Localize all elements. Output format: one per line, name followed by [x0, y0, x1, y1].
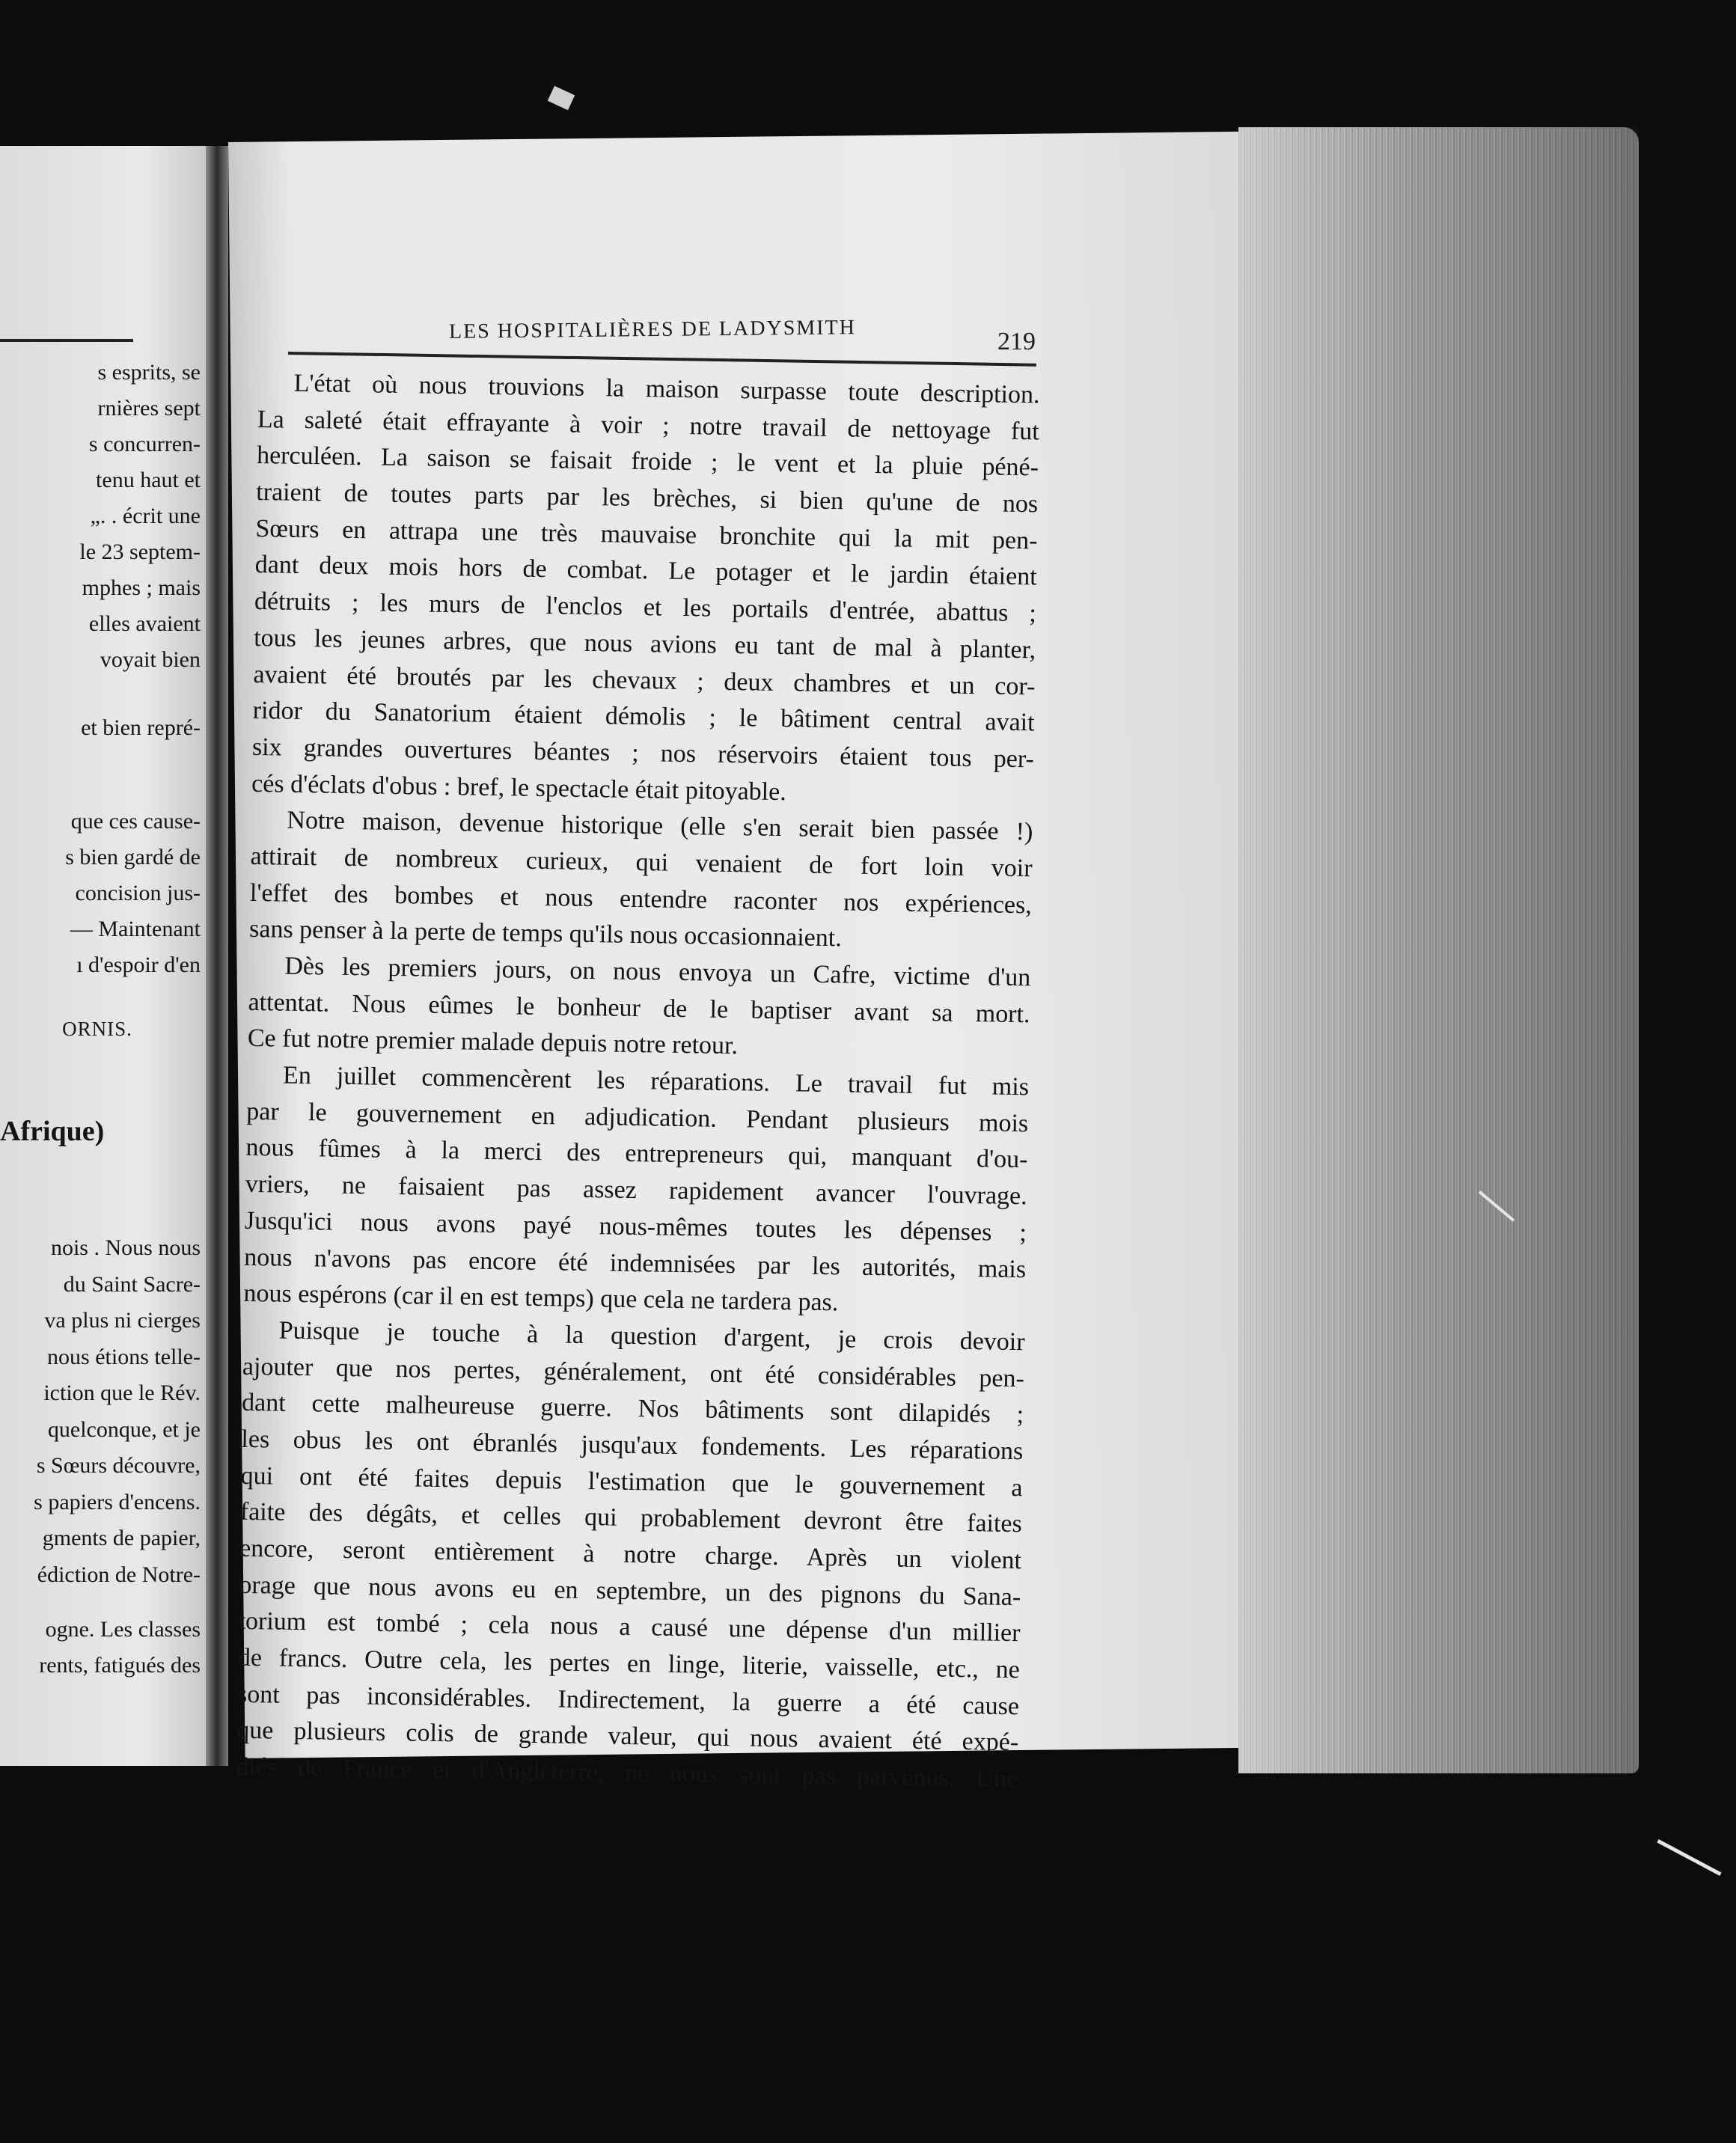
text-line: faite des dégâts, et celles qui probablement devront être faites — [239, 1498, 1023, 1538]
text-line: Dès les premiers jours, on nous envoya un Cafre, victime d'un — [284, 952, 1031, 992]
text-line: dant cette malheureuse guerre. Nos bâtiments sont dilapidés ; — [241, 1389, 1024, 1429]
text-line: ridor du Sanatorium étaient démolis ; le bâtiment central avait — [252, 697, 1035, 737]
left-text-line: nous étions telle- — [47, 1344, 201, 1369]
text-line: La saleté était effrayante à voir ; notre travail de nettoyage fut — [257, 405, 1040, 446]
text-line: ajouter que nos pertes, généralement, ont été considérables pen- — [242, 1352, 1025, 1393]
left-text-line: s Sœurs découvre, — [36, 1453, 201, 1478]
left-text-line: et bien repré- — [81, 715, 201, 740]
text-line: l'effet des bombes et nous entendre raconter nos expériences, — [249, 878, 1033, 919]
text-line: que plusieurs colis de grande valeur, qui nous avaient été expé- — [236, 1716, 1019, 1757]
text-line: de francs. Outre cela, les pertes en linge, literie, vaisselle, etc., ne — [237, 1643, 1021, 1684]
text-line: orage que nous avons eu en septembre, un des pignons du Sana- — [239, 1571, 1021, 1611]
running-head: LES HOSPITALIÈRES DE LADYSMITH — [448, 316, 857, 343]
left-text-line: voyait bien — [100, 647, 201, 672]
signature: ORNIS. — [62, 1018, 132, 1040]
page-edges-shading — [1238, 127, 1639, 1773]
dust-speck — [548, 86, 575, 111]
text-line: sont pas inconsidérables. Indirectement, la guerre a été cause — [236, 1680, 1020, 1720]
page-number: 219 — [997, 328, 1036, 355]
left-text-line: s bien gardé de — [65, 845, 201, 869]
text-line: diés de France et d'Angleterre, ne nous sont pas parvenus. Une — [236, 1752, 1018, 1794]
text-line: En juillet commencèrent les réparations. Le travail fut mis — [282, 1061, 1030, 1101]
text-line: Notre maison, devenue historique (elle s'en serait bien passée !) — [287, 806, 1033, 846]
text-line: les obus les ont ébranlés jusqu'aux fondements. Les réparations — [241, 1425, 1024, 1466]
text-line: Ce fut notre premier malade depuis notre retour. — [247, 1024, 739, 1060]
left-page — [0, 146, 206, 1766]
left-text-line: nois . Nous nous — [50, 1235, 201, 1260]
text-line: herculéen. La saison se faisait froide ; le vent et la pluie péné- — [256, 441, 1039, 482]
text-line: nous n'avons pas encore été indemnisées par les autorités, mais — [243, 1243, 1027, 1283]
text-line: nous fûmes à la merci des entrepreneurs qui, manquant d'ou- — [245, 1134, 1028, 1174]
left-text-line: du Saint Sacre- — [63, 1271, 201, 1297]
left-text-line: le 23 septem- — [79, 539, 201, 564]
text-line: Jusqu'ici nous avons payé nous-mêmes toutes les dépenses ; — [244, 1206, 1027, 1247]
left-text-line: s concurren- — [88, 432, 201, 456]
left-text-line: elles avaient — [88, 611, 201, 636]
left-text-line: tenu haut et — [96, 468, 201, 492]
text-line: par le gouvernement en adjudication. Pendant plusieurs mois — [246, 1097, 1029, 1138]
text-line: détruits ; les murs de l'enclos et les portails d'entrée, abattus ; — [254, 587, 1037, 628]
left-text-line: quelconque, et je — [47, 1416, 201, 1442]
text-line: attirait de nombreux curieux, qui venaient de fort loin voir — [250, 842, 1033, 883]
left-text-line: rnières sept — [97, 396, 201, 421]
left-text-line: que ces cause- — [70, 809, 201, 834]
left-text-line: s papiers d'encens. — [34, 1489, 201, 1514]
text-line: qui ont été faites depuis l'estimation que le gouvernement a — [240, 1461, 1023, 1502]
page-body-text — [236, 365, 1040, 1798]
text-line: nous espérons (car il en est temps) que cela ne tardera pas. — [243, 1280, 839, 1317]
text-line: traient de toutes parts par les brèches, si bien qu'une de nos — [256, 478, 1039, 519]
text-line: dant deux mois hors de combat. Le potager et le jardin étaient — [254, 551, 1037, 591]
left-text-line: — Maintenant — [70, 917, 201, 941]
text-line: encore, seront entièrement à notre charge. Après un violent — [239, 1534, 1022, 1575]
left-text-line: mphes ; mais — [82, 575, 201, 600]
text-line: sans penser à la perte de temps qu'ils nous occasionnaient. — [248, 915, 843, 953]
text-line: avaient été broutés par les chevaux ; deux chambres et un cor- — [253, 660, 1036, 700]
text-line: tous les jeunes arbres, que nous avions eu tant de mal à planter, — [253, 623, 1036, 664]
left-text-line: ı d'espoir d'en — [76, 953, 201, 977]
left-text-line: va plus ni cierges — [44, 1308, 201, 1333]
text-line: torium est tombé ; cela nous a causé une dépense d'un millier — [238, 1607, 1021, 1648]
text-line: Sœurs en attrapa une très mauvaise bronchite qui la mit pen- — [255, 514, 1038, 555]
left-text-line: concision jus- — [75, 881, 201, 905]
left-text-line: s esprits, se — [97, 360, 201, 385]
left-page-rule — [0, 339, 133, 342]
text-line: L'état où nous trouvions la maison surpasse toute description. — [293, 369, 1040, 409]
text-line: Puisque je touche à la question d'argent, je crois devoir — [278, 1316, 1025, 1357]
text-line: cés d'éclats d'obus : bref, le spectacle était pitoyable. — [251, 769, 787, 806]
dust-speck — [1657, 1839, 1721, 1876]
text-line: six grandes ouvertures béantes ; nos réservoirs étaient tous per- — [251, 733, 1035, 774]
text-line: attentat. Nous eûmes le bonheur de le baptiser avant sa mort. — [248, 988, 1030, 1028]
left-text-line: iction que le Rév. — [43, 1381, 201, 1405]
text-line: vriers, ne faisaient pas assez rapidement avancer l'ouvrage. — [245, 1170, 1027, 1211]
left-text-line: ogne. Les classes — [45, 1617, 201, 1642]
left-text-line: édiction de Notre- — [37, 1562, 201, 1587]
book-gutter — [206, 146, 228, 1766]
left-text-line: „. . écrit une — [90, 504, 201, 528]
left-text-line: rents, fatigués des — [39, 1653, 201, 1678]
section-heading: Afrique) — [0, 1116, 105, 1147]
left-text-line: gments de papier, — [42, 1526, 201, 1550]
